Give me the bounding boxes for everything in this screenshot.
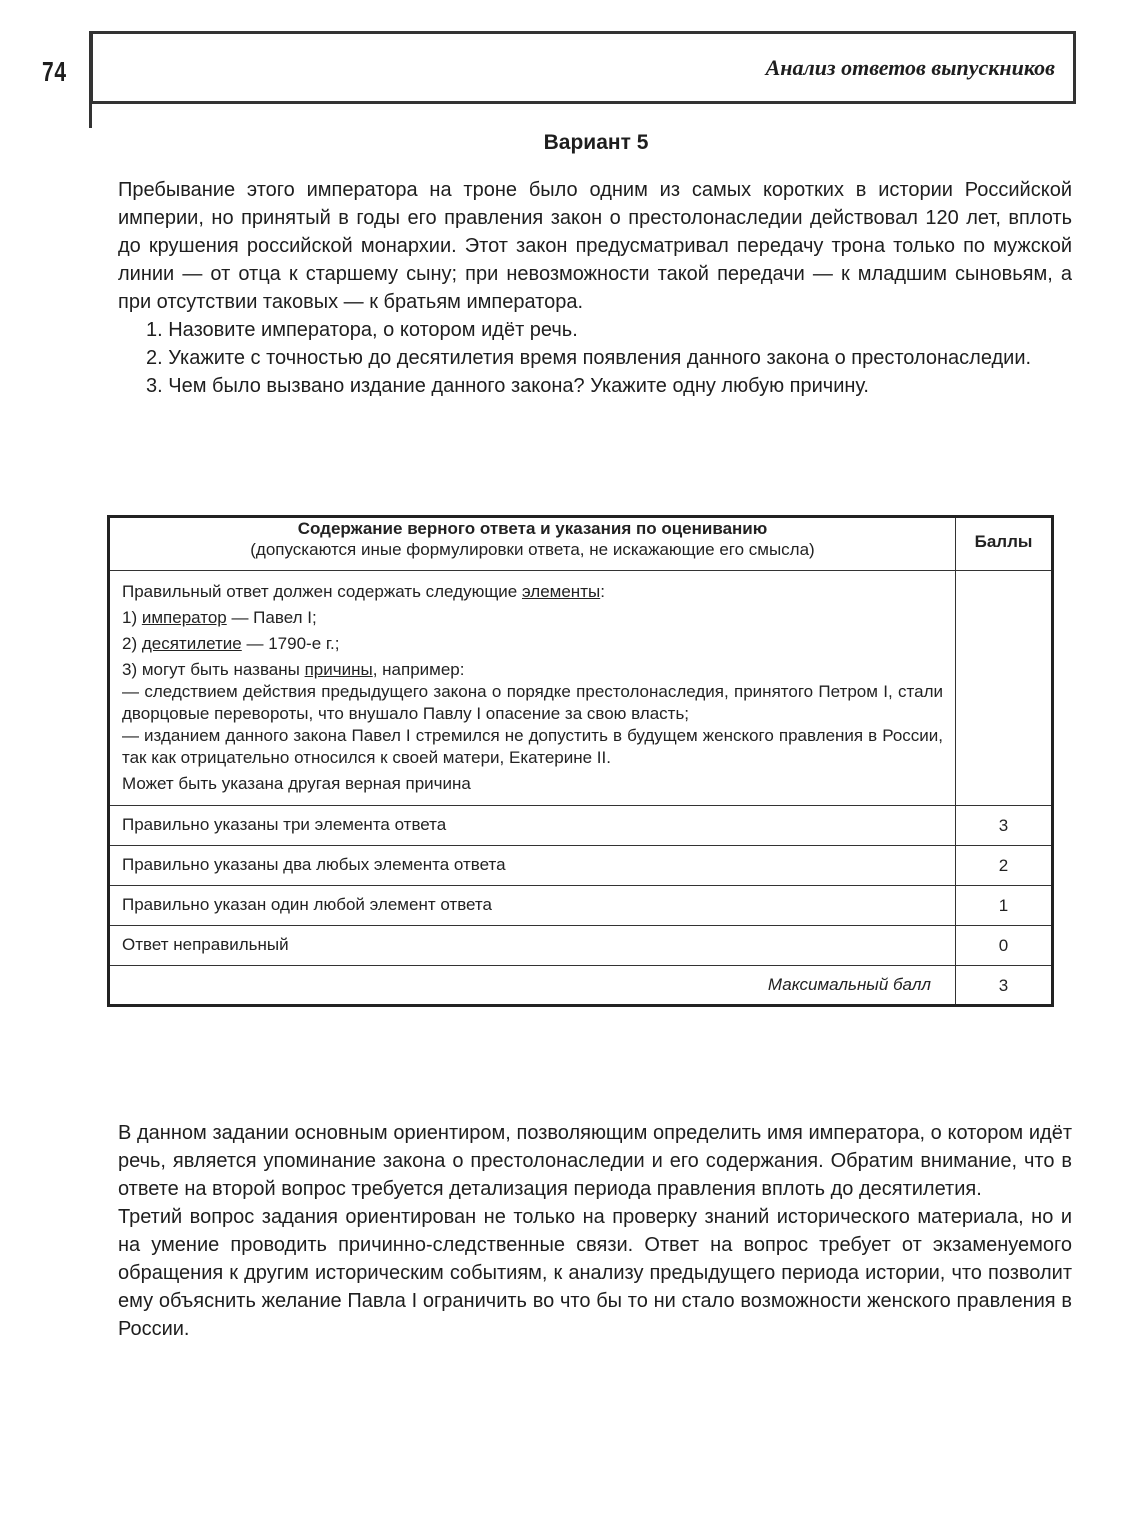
- answer-row: [109, 571, 1053, 806]
- question-3: 3. Чем было вызвано издание данного закона? Укажите одну любую причину.: [146, 375, 869, 397]
- analysis-text: [118, 1119, 1072, 1343]
- element-1-number: 1): [122, 608, 142, 627]
- criterion-score: 1: [956, 886, 1053, 926]
- criterion-row: [109, 806, 1053, 846]
- header-rule: [89, 98, 92, 128]
- grading-table-header: [109, 517, 1053, 571]
- page-number: 74: [42, 56, 67, 87]
- element-3-term: причины: [304, 660, 373, 679]
- answer-lead: [122, 581, 943, 603]
- task-intro: Пребывание этого императора на троне было одним из самых коротких в истории Российской империи, но принятый в годы его правления закон о престолонаследии действовал 120 лет, вплоть до крушения российской монархии. Этот закон предусматривал передачу трона только по мужской линии — от отца к старшему сыну; при невозможности такой передачи — к младшим сыновьям, а при отсутствии таковых — к братьям императора.: [118, 179, 1072, 313]
- answer-lead-term: элементы: [521, 582, 601, 601]
- running-header: [89, 31, 1076, 104]
- criterion-score: 3: [956, 806, 1053, 846]
- element-1-value: — Павел I;: [226, 608, 317, 627]
- criterion-text: Ответ неправильный: [109, 926, 956, 966]
- max-score-row: [109, 966, 1053, 1006]
- max-score-value: 3: [956, 966, 1053, 1006]
- task-text: [118, 176, 1072, 400]
- criterion-text: Правильно указаны два любых элемента ответа: [109, 846, 956, 886]
- element-3-number: 3) могут быть названы: [122, 660, 305, 679]
- max-score-label: Максимальный балл: [109, 966, 956, 1006]
- content-header-note: (допускаются иные формулировки ответа, не искажающие его смысла): [250, 540, 815, 559]
- answer-score-empty: [956, 571, 1053, 806]
- score-header: Баллы: [956, 517, 1053, 571]
- element-1-term: император: [141, 608, 227, 627]
- criterion-text: Правильно указан один любой элемент ответа: [109, 886, 956, 926]
- element-2-number: 2): [122, 634, 142, 653]
- variant-title: Вариант 5: [543, 131, 649, 154]
- element-3-suffix: , например:: [372, 660, 465, 679]
- answer-lead-text: Правильный ответ должен содержать следующие: [122, 582, 522, 601]
- criterion-text: Правильно указаны три элемента ответа: [109, 806, 956, 846]
- grading-table: [107, 515, 1054, 1007]
- reason-1: — следствием действия предыдущего закона о порядке престолонаследия, принятого Петром I, стали дворцовые перевороты, что внушало Павлу I опасение за свою власть;: [122, 682, 943, 723]
- criterion-row: [109, 846, 1053, 886]
- answer-lead-suffix: :: [600, 582, 605, 601]
- criterion-score: 2: [956, 846, 1053, 886]
- running-title: Анализ ответов выпускников: [765, 55, 1055, 80]
- answer-content: [109, 571, 956, 806]
- other-reason-note: Может быть указана другая верная причина: [122, 774, 471, 793]
- criterion-score: 0: [956, 926, 1053, 966]
- content-header: [109, 517, 956, 571]
- analysis-paragraph-1: В данном задании основным ориентиром, позволяющим определить имя императора, о котором идёт речь, является упоминание закона о престолонаследии и его содержания. Обратим внимание, что в ответе на второй вопрос требуется детализация периода правления вплоть до десятилетия.: [118, 1122, 1072, 1200]
- answer-element-3: [122, 659, 943, 681]
- element-2-term: десятилетие: [141, 634, 242, 653]
- reason-2: — изданием данного закона Павел I стремился не допустить в будущем женского правления в России, так как отрицательно относился к своей матери, Екатерине II.: [122, 726, 943, 767]
- question-2: 2. Укажите с точностью до десятилетия время появления данного закона о престолонаследии.: [146, 347, 1032, 369]
- criterion-row: [109, 926, 1053, 966]
- element-2-value: — 1790-е г.;: [241, 634, 340, 653]
- answer-element-2: [122, 633, 943, 655]
- content-header-title: Содержание верного ответа и указания по оцениванию: [297, 519, 768, 538]
- analysis-paragraph-2: Третий вопрос задания ориентирован не только на проверку знаний исторического материала, но и на умение проводить причинно-следственные связи. Ответ на вопрос требует от экзаменуемого обращения к другим историческим событиям, к анализу предыдущего периода истории, что позволит ему объяснить желание Павла I ограничить во что бы то ни стало возможности женского правления в России.: [118, 1206, 1072, 1340]
- criterion-row: [109, 886, 1053, 926]
- answer-element-1: [122, 607, 943, 629]
- question-1: 1. Назовите императора, о котором идёт речь.: [146, 319, 578, 341]
